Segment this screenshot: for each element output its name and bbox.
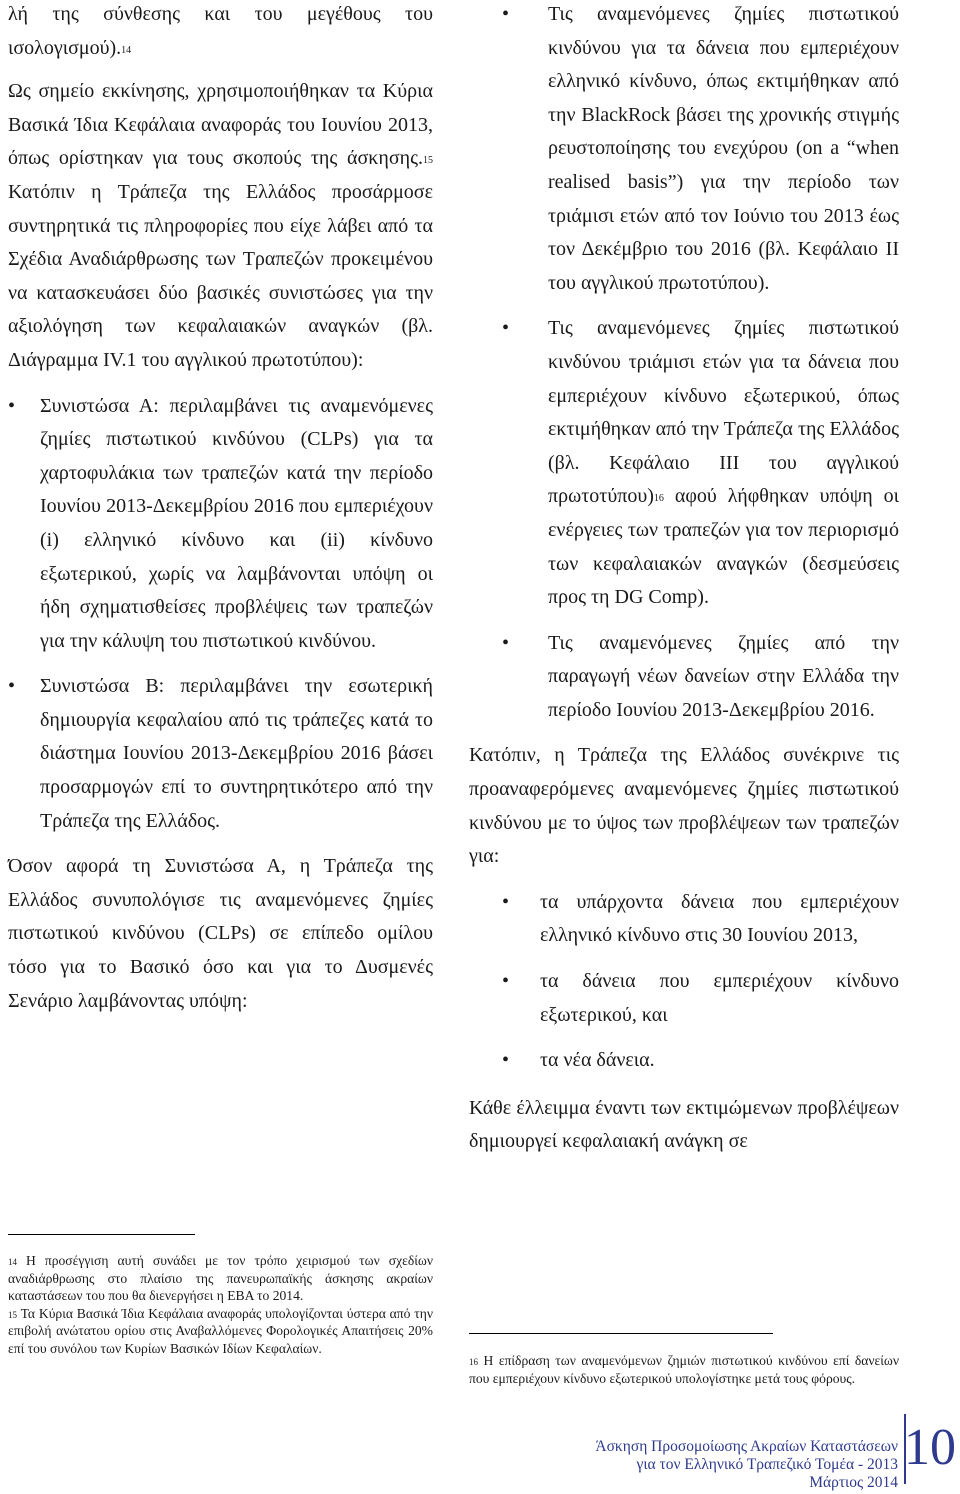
- paragraph-starting-point: Ως σημείο εκκίνησης, χρησιμοποιήθηκαν τα Κύρια Βασικά Ίδια Κεφάλαια αναφοράς του Ιουνίου 2013, όπως ορίστηκαν για τους σκοπούς της άσκησης.$^{15}$ Κατόπιν η Τράπεζα της Ελλάδος προσάρμοσε συντηρητικά τις πληροφορίες που είχε λάβει από τα Σχέδια Αναδιάρθρωσης των Τραπεζών προκειμένου να κατασκευάσει δύο βασικές συνιστώσες για την αξιολόγηση των κεφαλαιακών αναγκών (βλ. Διάγραμμα IV.1 του αγγλικού πρωτοτύπου):: [8, 80, 433, 371]
- left-column: [8, 0, 433, 1018]
- list-item: • Τις αναμενόμενες ζημίες από την παραγωγή νέων δανείων στην Ελλάδα την περίοδο Ιουνίου 2013-Δεκεμβρίου 2016.: [469, 627, 899, 728]
- paragraph-component-a: Όσον αφορά τη Συνιστώσα Α, η Τράπεζα της Ελλάδος συνυπολόγισε τις αναμενόμενες ζημίες πιστωτικού κινδύνου (CLPs) σε επίπεδο ομίλου τόσο για το Βασικό όσο και για το Δυσμενές Σενάριο λαμβάνοντας υπόψη:: [8, 855, 433, 1012]
- list-item: • Τις αναμενόμενες ζημίες πιστωτικού κινδύνου τριάμισι ετών για τα δάνεια που εμπεριέχουν κίνδυνο εξωτερικού, όπως εκτιμήθηκαν από την Τράπεζα της Ελλάδος (βλ. Κεφάλαιο ΙΙΙ του αγγλικού πρωτοτύπου)$^{16}$ αφού λήφθηκαν υπόψη οι ενέργειες των τραπεζών για τον περιορισμό των κεφαλαιακών αναγκών (δεσμεύσεις προς τη DG Comp).: [469, 312, 899, 614]
- page-footer: [595, 1438, 898, 1492]
- right-column: [469, 0, 899, 1159]
- expected-losses-list: [469, 0, 899, 727]
- list-item: • τα νέα δάνεια.: [469, 1044, 899, 1078]
- footnote-ref-16[interactable]: 16: [653, 493, 664, 505]
- footnote-16: $^{16}$ Η επίδραση των αναμενόμενων ζημιών πιστωτικού κινδύνου επί δανείων που εμπεριέχουν κίνδυνο εξωτερικού υπολογίστηκε μετά τους φόρους.: [469, 1353, 899, 1386]
- footnote-14: $^{14}$ Η προσέγγιση αυτή συνάδει με τον τρόπο χειρισμού των σχεδίων αναδιάρθρωσης στο πλαίσιο της πανευρωπαϊκής άσκησης ακραίων καταστάσεων του που θα διενεργήσει η EBA το 2014.: [8, 1253, 433, 1304]
- footnote-ref-15[interactable]: 15: [423, 155, 433, 167]
- footnotes-left: [8, 1252, 433, 1358]
- footnote-15: $^{15}$ Τα Κύρια Βασικά Ίδια Κεφάλαια αναφοράς υπολογίζονται ύστερα από την επιβολή ανώτατου ορίου στις Αναβαλλόμενες Φορολογικές Απαιτήσεις 20% επί του συνόλου των Κυρίων Βασικών Ιδίων Κεφαλαίων.: [8, 1305, 433, 1356]
- list-item: • Τις αναμενόμενες ζημίες πιστωτικού κινδύνου για τα δάνεια που εμπεριέχουν ελληνικό κίνδυνο, όπως εκτιμήθηκαν από την BlackRock βάσει της χρονικής στιγμής ρευστοποίησης του ενεχύρου (on a “when realised basis”) για την περίοδο των τριάμισι ετών από τον Ιούνιο του 2013 έως τον Δεκέμβριο του 2016 (βλ. Κεφάλαιο ΙΙ του αγγλικού πρωτοτύπου).: [469, 0, 899, 300]
- loans-list: [469, 886, 899, 1078]
- list-item: • Συνιστώσα Α: περιλαμβάνει τις αναμενόμενες ζημίες πιστωτικού κινδύνου (CLPs) για τα χαρτοφυλάκια των τραπεζών κατά την περίοδο Ιουνίου 2013-Δεκεμβρίου 2016 που εμπεριέχουν (i) ελληνικό κίνδυνο και (ii) κίνδυνο εξωτερικού, χωρίς να λαμβάνονται υπόψη οι ήδη σχηματισθείσες προβλέψεις των τραπεζών για την κάλυψη του πιστωτικού κινδύνου.: [8, 390, 433, 659]
- footnotes-right: [469, 1352, 899, 1387]
- footnote-ref-14[interactable]: 14: [121, 44, 132, 56]
- page-number: 10: [904, 1419, 956, 1476]
- footer-title: Άσκηση Προσομοίωσης Ακραίων Καταστάσεων: [595, 1438, 898, 1455]
- footnote-separator: [8, 1234, 195, 1235]
- paragraph-comparison: Κατόπιν, η Τράπεζα της Ελλάδος συνέκρινε τις προαναφερόμενες αναμενόμενες ζημίες πιστωτικού κινδύνου με το ύψος των προβλέψεων των τραπεζών για:: [469, 744, 899, 868]
- paragraph-continuation: λή της σύνθεσης και του μεγέθους του ισολογισμού).$^{14}$: [8, 3, 433, 59]
- footer-date: Μάρτιος 2014: [809, 1474, 898, 1491]
- list-item: • τα υπάρχοντα δάνεια που εμπεριέχουν ελληνικό κίνδυνο στις 30 Ιουνίου 2013,: [469, 886, 899, 953]
- components-list: [8, 390, 433, 839]
- paragraph-deficit: Κάθε έλλειμμα έναντι των εκτιμώμενων προβλέψεων δημιουργεί κεφαλαιακή ανάγκη σε: [469, 1096, 899, 1153]
- list-item: • τα δάνεια που εμπεριέχουν κίνδυνο εξωτερικού, και: [469, 965, 899, 1032]
- list-item: • Συνιστώσα Β: περιλαμβάνει την εσωτερική δημιουργία κεφαλαίου από τις τράπεζες κατά το διάστημα Ιουνίου 2013-Δεκεμβρίου 2016 βάσει προσαρμογών επί το συντηρητικότερο από την Τράπεζα της Ελλάδος.: [8, 670, 433, 838]
- footnote-separator: [469, 1333, 773, 1334]
- footer-subtitle: για τον Ελληνικό Τραπεζικό Τομέα - 2013: [636, 1456, 898, 1473]
